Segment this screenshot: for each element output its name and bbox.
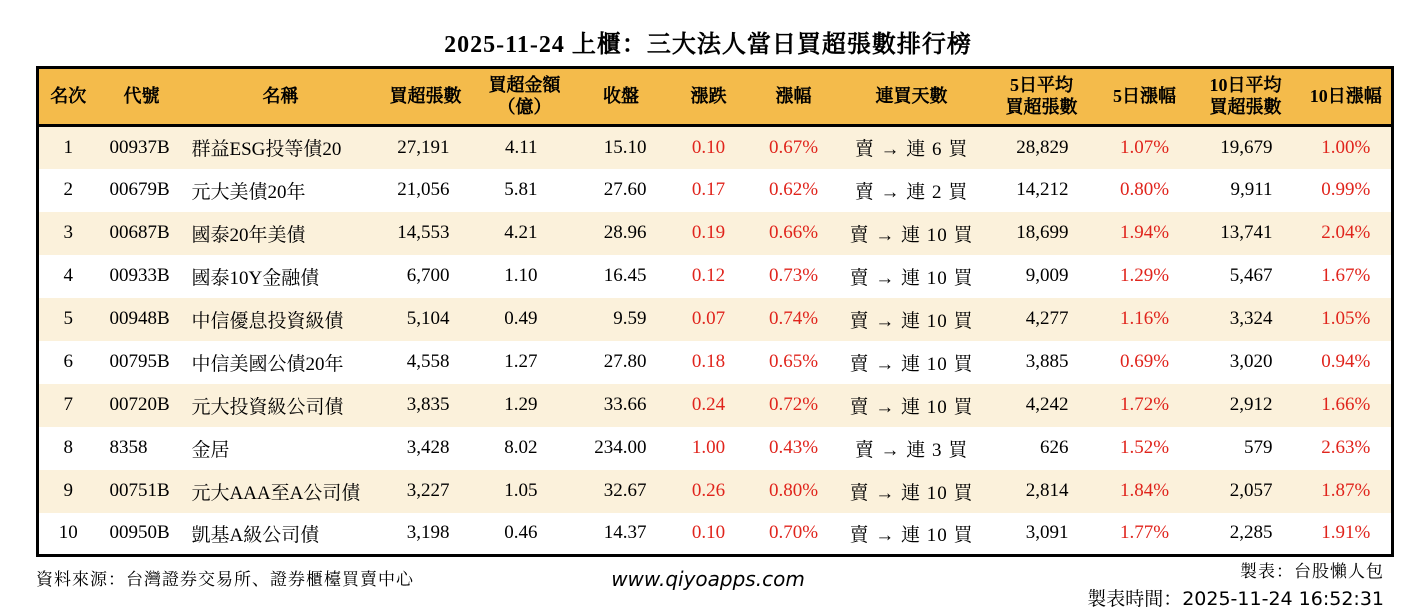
avg10-cell: 579 — [1191, 427, 1301, 470]
pct10-cell: 1.87% — [1301, 470, 1393, 513]
netbuy-cell: 5,104 — [376, 298, 476, 341]
column-header-streak: 連買天數 — [839, 68, 985, 126]
column-header-avg10: 10日平均 買超張數 — [1191, 68, 1301, 126]
code-cell: 00687B — [98, 212, 186, 255]
amount-cell: 4.11 — [476, 126, 574, 169]
pct10-cell: 1.67% — [1301, 255, 1393, 298]
pct5-cell: 1.52% — [1099, 427, 1191, 470]
streak-cell: 賣 → 連 3 買 — [839, 427, 985, 470]
column-header-pct: 漲幅 — [749, 68, 839, 126]
pct5-cell: 1.16% — [1099, 298, 1191, 341]
pct10-cell: 1.05% — [1301, 298, 1393, 341]
rank-cell: 4 — [38, 255, 98, 298]
made-time-note: 製表時間：2025-11-24 16:52:31 — [1087, 588, 1384, 610]
pct10-cell: 0.94% — [1301, 341, 1393, 384]
change-cell: 0.07 — [669, 298, 749, 341]
column-header-rank: 名次 — [38, 68, 98, 126]
avg5-cell: 3,885 — [985, 341, 1099, 384]
pct-cell: 0.74% — [749, 298, 839, 341]
table-row — [38, 255, 1393, 298]
pct-cell: 0.43% — [749, 427, 839, 470]
column-header-change: 漲跌 — [669, 68, 749, 126]
pct10-cell: 1.91% — [1301, 513, 1393, 556]
code-cell: 00751B — [98, 470, 186, 513]
column-header-netbuy: 買超張數 — [376, 68, 476, 126]
amount-cell: 1.10 — [476, 255, 574, 298]
close-cell: 33.66 — [574, 384, 669, 427]
avg5-cell: 9,009 — [985, 255, 1099, 298]
code-cell: 00679B — [98, 169, 186, 212]
pct-cell: 0.62% — [749, 169, 839, 212]
pct-cell: 0.65% — [749, 341, 839, 384]
amount-cell: 5.81 — [476, 169, 574, 212]
amount-cell: 0.46 — [476, 513, 574, 556]
table-row — [38, 427, 1393, 470]
column-header-amount: 買超金額 （億） — [476, 68, 574, 126]
netbuy-cell: 4,558 — [376, 341, 476, 384]
website-url: www.qiyoapps.com — [611, 567, 805, 591]
rank-cell: 9 — [38, 470, 98, 513]
pct10-cell: 0.99% — [1301, 169, 1393, 212]
netbuy-cell: 21,056 — [376, 169, 476, 212]
avg5-cell: 3,091 — [985, 513, 1099, 556]
change-cell: 0.10 — [669, 126, 749, 169]
name-cell: 國泰10Y金融債 — [186, 255, 376, 298]
amount-cell: 4.21 — [476, 212, 574, 255]
column-header-pct10: 10日漲幅 — [1301, 68, 1393, 126]
rank-cell: 10 — [38, 513, 98, 556]
code-cell: 00795B — [98, 341, 186, 384]
table-row — [38, 384, 1393, 427]
netbuy-cell: 14,553 — [376, 212, 476, 255]
avg10-cell: 2,285 — [1191, 513, 1301, 556]
name-cell: 元大AAA至A公司債 — [186, 470, 376, 513]
change-cell: 0.10 — [669, 513, 749, 556]
avg5-cell: 14,212 — [985, 169, 1099, 212]
pct5-cell: 0.69% — [1099, 341, 1191, 384]
pct-cell: 0.72% — [749, 384, 839, 427]
table-row — [38, 298, 1393, 341]
table-row — [38, 126, 1393, 169]
pct5-cell: 1.07% — [1099, 126, 1191, 169]
code-cell: 00950B — [98, 513, 186, 556]
avg10-cell: 13,741 — [1191, 212, 1301, 255]
name-cell: 金居 — [186, 427, 376, 470]
streak-cell: 賣 → 連 10 買 — [839, 298, 985, 341]
pct5-cell: 1.77% — [1099, 513, 1191, 556]
data-source-note: 資料來源：台灣證券交易所、證券櫃檯買賣中心 — [36, 570, 414, 589]
table-row — [38, 470, 1393, 513]
avg5-cell: 626 — [985, 427, 1099, 470]
code-cell: 00937B — [98, 126, 186, 169]
streak-cell: 賣 → 連 2 買 — [839, 169, 985, 212]
amount-cell: 1.27 — [476, 341, 574, 384]
code-cell: 00933B — [98, 255, 186, 298]
netbuy-cell: 3,198 — [376, 513, 476, 556]
table-header-row — [38, 68, 1393, 126]
change-cell: 0.18 — [669, 341, 749, 384]
netbuy-cell: 27,191 — [376, 126, 476, 169]
amount-cell: 1.29 — [476, 384, 574, 427]
column-header-name: 名稱 — [186, 68, 376, 126]
streak-cell: 賣 → 連 10 買 — [839, 470, 985, 513]
close-cell: 15.10 — [574, 126, 669, 169]
change-cell: 0.12 — [669, 255, 749, 298]
avg10-cell: 9,911 — [1191, 169, 1301, 212]
pct-cell: 0.67% — [749, 126, 839, 169]
rank-cell: 3 — [38, 212, 98, 255]
netbuy-cell: 6,700 — [376, 255, 476, 298]
avg10-cell: 3,324 — [1191, 298, 1301, 341]
close-cell: 28.96 — [574, 212, 669, 255]
name-cell: 元大投資級公司債 — [186, 384, 376, 427]
rank-cell: 1 — [38, 126, 98, 169]
avg5-cell: 2,814 — [985, 470, 1099, 513]
pct5-cell: 1.72% — [1099, 384, 1191, 427]
name-cell: 元大美債20年 — [186, 169, 376, 212]
close-cell: 27.60 — [574, 169, 669, 212]
netbuy-cell: 3,835 — [376, 384, 476, 427]
column-header-close: 收盤 — [574, 68, 669, 126]
pct-cell: 0.66% — [749, 212, 839, 255]
table-row — [38, 341, 1393, 384]
change-cell: 0.26 — [669, 470, 749, 513]
amount-cell: 8.02 — [476, 427, 574, 470]
streak-cell: 賣 → 連 10 買 — [839, 384, 985, 427]
pct-cell: 0.80% — [749, 470, 839, 513]
streak-cell: 賣 → 連 10 買 — [839, 212, 985, 255]
code-cell: 00948B — [98, 298, 186, 341]
netbuy-cell: 3,227 — [376, 470, 476, 513]
pct-cell: 0.73% — [749, 255, 839, 298]
pct5-cell: 1.84% — [1099, 470, 1191, 513]
close-cell: 14.37 — [574, 513, 669, 556]
avg5-cell: 18,699 — [985, 212, 1099, 255]
change-cell: 0.24 — [669, 384, 749, 427]
column-header-avg5: 5日平均 買超張數 — [985, 68, 1099, 126]
ranking-table — [36, 66, 1394, 557]
rank-cell: 7 — [38, 384, 98, 427]
pct10-cell: 2.04% — [1301, 212, 1393, 255]
made-by-note: 製表：台股懶人包 — [1240, 562, 1384, 581]
avg5-cell: 28,829 — [985, 126, 1099, 169]
close-cell: 9.59 — [574, 298, 669, 341]
streak-cell: 賣 → 連 10 買 — [839, 513, 985, 556]
close-cell: 234.00 — [574, 427, 669, 470]
avg5-cell: 4,277 — [985, 298, 1099, 341]
close-cell: 16.45 — [574, 255, 669, 298]
table-row — [38, 169, 1393, 212]
amount-cell: 0.49 — [476, 298, 574, 341]
column-header-pct5: 5日漲幅 — [1099, 68, 1191, 126]
streak-cell: 賣 → 連 10 買 — [839, 341, 985, 384]
close-cell: 32.67 — [574, 470, 669, 513]
avg10-cell: 19,679 — [1191, 126, 1301, 169]
streak-cell: 賣 → 連 6 買 — [839, 126, 985, 169]
name-cell: 群益ESG投等債20 — [186, 126, 376, 169]
code-cell: 8358 — [98, 427, 186, 470]
pct5-cell: 0.80% — [1099, 169, 1191, 212]
pct10-cell: 1.00% — [1301, 126, 1393, 169]
rank-cell: 5 — [38, 298, 98, 341]
pct10-cell: 2.63% — [1301, 427, 1393, 470]
avg10-cell: 2,057 — [1191, 470, 1301, 513]
rank-cell: 8 — [38, 427, 98, 470]
name-cell: 凱基A級公司債 — [186, 513, 376, 556]
change-cell: 0.17 — [669, 169, 749, 212]
streak-cell: 賣 → 連 10 買 — [839, 255, 985, 298]
avg10-cell: 3,020 — [1191, 341, 1301, 384]
pct10-cell: 1.66% — [1301, 384, 1393, 427]
column-header-code: 代號 — [98, 68, 186, 126]
pct-cell: 0.70% — [749, 513, 839, 556]
pct5-cell: 1.94% — [1099, 212, 1191, 255]
avg10-cell: 5,467 — [1191, 255, 1301, 298]
ranking-table-container — [36, 66, 1394, 557]
pct5-cell: 1.29% — [1099, 255, 1191, 298]
avg10-cell: 2,912 — [1191, 384, 1301, 427]
rank-cell: 2 — [38, 169, 98, 212]
amount-cell: 1.05 — [476, 470, 574, 513]
change-cell: 0.19 — [669, 212, 749, 255]
name-cell: 國泰20年美債 — [186, 212, 376, 255]
rank-cell: 6 — [38, 341, 98, 384]
netbuy-cell: 3,428 — [376, 427, 476, 470]
avg5-cell: 4,242 — [985, 384, 1099, 427]
code-cell: 00720B — [98, 384, 186, 427]
name-cell: 中信優息投資級債 — [186, 298, 376, 341]
close-cell: 27.80 — [574, 341, 669, 384]
name-cell: 中信美國公債20年 — [186, 341, 376, 384]
change-cell: 1.00 — [669, 427, 749, 470]
table-row — [38, 212, 1393, 255]
report-title: 2025-11-24 上櫃：三大法人當日買超張數排行榜 — [444, 32, 972, 58]
table-row — [38, 513, 1393, 556]
